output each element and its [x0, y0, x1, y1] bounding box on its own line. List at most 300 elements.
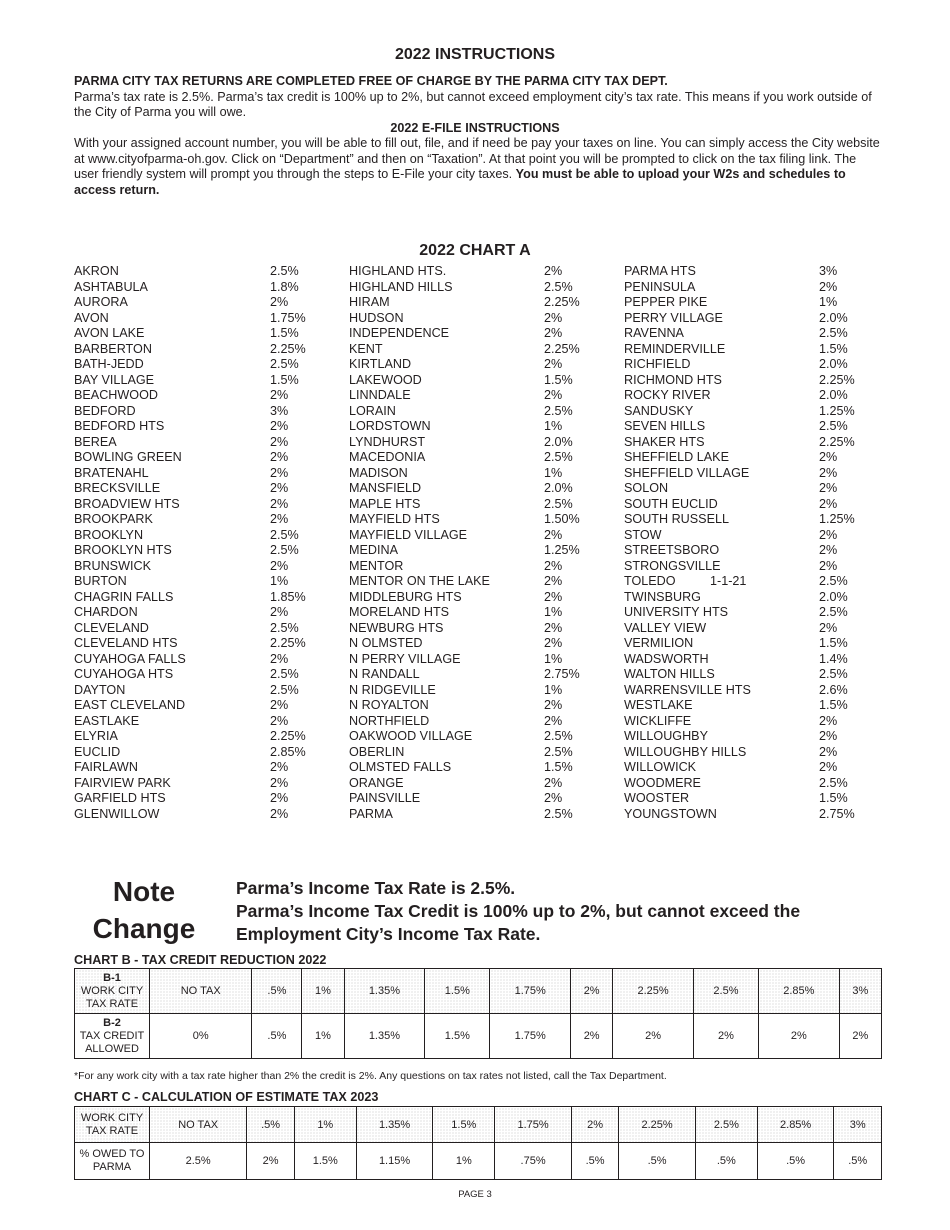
table-cell: 1.5%: [425, 1014, 490, 1059]
city-name: SOLON: [624, 481, 669, 495]
city-name: TOLEDO: [624, 574, 676, 588]
note-text: [236, 877, 886, 946]
city-tax-rate: 1%: [544, 682, 563, 697]
city-rate-row: [624, 652, 884, 668]
city-name: YOUNGSTOWN: [624, 806, 717, 821]
city-name: MENTOR: [349, 558, 404, 573]
efile-title: 2022 E-FILE INSTRUCTIONS: [390, 121, 560, 135]
city-tax-rate: 2%: [270, 481, 289, 495]
city-tax-rate: 1.85%: [270, 589, 306, 604]
city-rate-row: [349, 373, 609, 389]
table-cell: 1.5%: [433, 1107, 495, 1143]
city-name: N RIDGEVILLE: [349, 682, 436, 697]
b1-code: B-1: [103, 971, 121, 984]
city-tax-rate: 2.75%: [544, 667, 580, 681]
city-tax-rate: 1.50%: [544, 512, 580, 526]
city-name: WALTON HILLS: [624, 667, 715, 681]
city-name: VERMILION: [624, 636, 694, 650]
city-rate-row: [74, 528, 334, 544]
city-tax-rate: 1%: [544, 651, 563, 666]
table-cell: 1.15%: [356, 1143, 433, 1180]
chart-c-row-work-city: [75, 1107, 882, 1143]
city-tax-rate: 2.25%: [819, 372, 855, 387]
city-name: N PERRY VILLAGE: [349, 651, 461, 666]
city-rate-row: [74, 745, 334, 761]
city-tax-rate: 2%: [270, 558, 289, 573]
page-title: 2022 INSTRUCTIONS: [394, 46, 556, 63]
table-cell: 2%: [571, 969, 613, 1014]
note-line-1: Parma’s Income Tax Rate is 2.5%.: [236, 878, 516, 898]
city-rate-row: [624, 481, 884, 497]
city-rate-row: [349, 311, 609, 327]
city-name: BEDFORD HTS: [74, 419, 165, 433]
table-cell: NO TAX: [150, 969, 252, 1014]
city-tax-rate: 2%: [544, 636, 563, 650]
city-name: BATH-JEDD: [74, 357, 144, 371]
city-rate-row: [74, 621, 334, 637]
table-cell: 3%: [839, 969, 881, 1014]
city-tax-rate: 2%: [270, 713, 289, 728]
chart-a-column-1: [74, 264, 334, 822]
city-tax-rate: 1.5%: [544, 760, 573, 774]
city-name: ASHTABULA: [74, 279, 148, 294]
city-name: BRUNSWICK: [74, 558, 151, 573]
city-tax-rate: 2%: [270, 419, 289, 433]
city-effective-date: 1-1-21: [710, 574, 747, 588]
efile-paragraph: [74, 136, 884, 198]
chart-b-row-work-city: [75, 969, 882, 1014]
city-name: STOW: [624, 527, 662, 542]
city-tax-rate: 1.5%: [270, 326, 299, 340]
chart-a-column-3: [624, 264, 884, 822]
city-name: N RANDALL: [349, 667, 420, 681]
city-tax-rate: 2.0%: [544, 481, 573, 495]
city-name: LINNDALE: [349, 388, 411, 402]
city-rate-row: [624, 295, 884, 311]
city-tax-rate: 2.5%: [819, 574, 848, 588]
city-tax-rate: 1.25%: [819, 403, 855, 418]
city-tax-rate: 2.5%: [544, 279, 573, 294]
city-name: BROOKLYN HTS: [74, 543, 172, 557]
city-tax-rate: 2.5%: [819, 605, 848, 619]
city-name: SOUTH RUSSELL: [624, 512, 729, 526]
city-tax-rate: 2%: [270, 450, 289, 464]
city-name: HIGHLAND HTS.: [349, 264, 447, 278]
city-rate-row: [74, 760, 334, 776]
city-rate-row: [74, 481, 334, 497]
city-rate-row: [349, 636, 609, 652]
intro-paragraph: [74, 74, 884, 121]
city-name: VALLEY VIEW: [624, 620, 707, 635]
city-rate-row: [74, 295, 334, 311]
city-name: REMINDERVILLE: [624, 341, 726, 356]
city-name: AURORA: [74, 295, 128, 309]
city-name: KIRTLAND: [349, 357, 412, 371]
table-cell: 1.35%: [344, 1014, 425, 1059]
city-tax-rate: 2%: [544, 698, 563, 712]
city-rate-row: [74, 264, 334, 280]
city-tax-rate: 1%: [544, 605, 563, 619]
city-rate-row: [624, 776, 884, 792]
city-tax-rate: 2.5%: [819, 667, 848, 681]
city-tax-rate: 2.0%: [819, 310, 848, 325]
city-rate-row: [624, 574, 884, 590]
table-cell: 3%: [834, 1107, 882, 1143]
city-name: WOODMERE: [624, 775, 701, 790]
city-name: MAPLE HTS: [349, 496, 421, 511]
table-cell: 2.25%: [613, 969, 694, 1014]
footnote: *For any work city with a tax rate higher than 2% the credit is 2%. Any questions on tax rates not listed, call the Tax Department.: [74, 1070, 667, 1082]
chart-b-table: [74, 968, 882, 1059]
city-name: CUYAHOGA FALLS: [74, 651, 186, 666]
city-tax-rate: 1.5%: [819, 341, 848, 356]
city-rate-row: [624, 667, 884, 683]
city-tax-rate: 2.5%: [544, 806, 573, 821]
city-name: BURTON: [74, 574, 127, 588]
city-rate-row: [74, 559, 334, 575]
city-name: RICHFIELD: [624, 357, 691, 371]
city-tax-rate: 2.25%: [270, 636, 306, 650]
table-cell: 2.5%: [695, 1107, 757, 1143]
city-tax-rate: 2%: [544, 326, 563, 340]
city-name: CLEVELAND: [74, 620, 149, 635]
city-tax-rate: 2%: [544, 310, 563, 325]
city-name: BROADVIEW HTS: [74, 496, 180, 511]
city-tax-rate: 1.8%: [270, 279, 299, 294]
city-rate-row: [349, 342, 609, 358]
b2-code: B-2: [103, 1016, 121, 1029]
table-cell: .5%: [834, 1143, 882, 1180]
city-name: STRONGSVILLE: [624, 558, 721, 573]
city-tax-rate: 2.5%: [270, 357, 299, 371]
note-line-2: Parma’s Income Tax Credit is 100% up to 2%, but cannot exceed the Employment City’s Income Tax Rate.: [236, 901, 801, 944]
city-rate-row: [349, 326, 609, 342]
city-tax-rate: 2%: [544, 589, 563, 604]
city-rate-row: [624, 683, 884, 699]
city-name: UNIVERSITY HTS: [624, 605, 729, 619]
intro-text: Parma’s tax rate is 2.5%. Parma’s tax credit is 100% up to 2%, but cannot exceed employment city’s tax rate. This means if you work outside of the City of Parma you will owe.: [74, 89, 872, 119]
chart-b-row2-header: [75, 1014, 150, 1059]
city-name: KENT: [349, 341, 383, 356]
city-tax-rate: 2%: [270, 512, 289, 526]
city-name: AKRON: [74, 264, 119, 278]
city-rate-row: [74, 574, 334, 590]
city-rate-row: [624, 528, 884, 544]
city-name: BOWLING GREEN: [74, 450, 182, 464]
city-rate-row: [74, 652, 334, 668]
city-rate-row: [624, 357, 884, 373]
city-rate-row: [349, 667, 609, 683]
city-tax-rate: 2%: [819, 543, 838, 557]
city-rate-row: [349, 528, 609, 544]
city-name: BEREA: [74, 434, 117, 449]
intro-bold-text: PARMA CITY TAX RETURNS ARE COMPLETED FREE OF CHARGE BY THE PARMA CITY TAX DEPT.: [74, 74, 668, 88]
city-name: WESTLAKE: [624, 698, 693, 712]
chart-c-title: CHART C - CALCULATION OF ESTIMATE TAX 2023: [74, 1090, 379, 1104]
table-cell: .5%: [571, 1143, 618, 1180]
city-tax-rate: 1%: [544, 419, 563, 433]
city-name: BRATENAHL: [74, 465, 149, 480]
city-name: MAYFIELD HTS: [349, 512, 440, 526]
chart-b-row1-header: [75, 969, 150, 1014]
table-cell: .5%: [695, 1143, 757, 1180]
city-name: PARMA: [349, 806, 393, 821]
city-rate-row: [349, 295, 609, 311]
table-cell: 2%: [759, 1014, 840, 1059]
city-tax-rate: 1.5%: [819, 791, 848, 805]
city-rate-row: [74, 807, 334, 823]
city-tax-rate: 2.5%: [270, 667, 299, 681]
city-tax-rate: 2.5%: [270, 620, 299, 635]
city-name: AVON: [74, 310, 109, 325]
city-rate-row: [74, 543, 334, 559]
city-rate-row: [74, 791, 334, 807]
b1-label: WORK CITY TAX RATE: [80, 984, 144, 1010]
city-name: HIRAM: [349, 295, 390, 309]
city-rate-row: [624, 435, 884, 451]
city-rate-row: [74, 729, 334, 745]
city-tax-rate: 2.25%: [544, 295, 580, 309]
city-tax-rate: 2%: [819, 496, 838, 511]
city-rate-row: [349, 574, 609, 590]
city-rate-row: [74, 373, 334, 389]
city-tax-rate: 2%: [819, 481, 838, 495]
city-rate-row: [349, 807, 609, 823]
city-name: EASTLAKE: [74, 713, 140, 728]
chart-c-row2-header: % OWED TO PARMA: [75, 1143, 150, 1180]
city-tax-rate: 2.0%: [544, 434, 573, 449]
city-rate-row: [74, 605, 334, 621]
city-tax-rate: 1.5%: [819, 698, 848, 712]
city-name: BEACHWOOD: [74, 388, 158, 402]
city-tax-rate: 2%: [544, 357, 563, 371]
city-name: BROOKPARK: [74, 512, 153, 526]
efile-bold-text: You must be able to upload your W2s and schedules to access return.: [74, 167, 846, 197]
city-rate-row: [349, 760, 609, 776]
table-cell: 2%: [571, 1107, 618, 1143]
city-name: MORELAND HTS: [349, 605, 450, 619]
city-name: NORTHFIELD: [349, 713, 430, 728]
chart-c-table: [74, 1106, 882, 1180]
city-rate-row: [624, 264, 884, 280]
city-name: INDEPENDENCE: [349, 326, 450, 340]
city-name: BEDFORD: [74, 403, 136, 418]
note-word: Note: [112, 876, 176, 907]
city-rate-row: [624, 512, 884, 528]
city-name: WARRENSVILLE HTS: [624, 682, 751, 697]
city-tax-rate: 2%: [544, 713, 563, 728]
city-name: BAY VILLAGE: [74, 372, 155, 387]
b2-label: TAX CREDIT ALLOWED: [79, 1029, 145, 1055]
city-rate-row: [74, 326, 334, 342]
city-tax-rate: 2.6%: [819, 682, 848, 697]
table-cell: 2%: [613, 1014, 694, 1059]
city-name: BROOKLYN: [74, 527, 144, 542]
city-name: OAKWOOD VILLAGE: [349, 729, 473, 743]
city-name: FAIRVIEW PARK: [74, 775, 171, 790]
city-rate-row: [74, 512, 334, 528]
city-rate-row: [349, 280, 609, 296]
city-tax-rate: 2%: [270, 605, 289, 619]
city-tax-rate: 2%: [819, 744, 838, 759]
chart-b-row-credit-allowed: [75, 1014, 882, 1059]
city-name: PAINSVILLE: [349, 791, 421, 805]
city-rate-row: [74, 714, 334, 730]
city-rate-row: [349, 621, 609, 637]
city-tax-rate: 2%: [819, 527, 838, 542]
page-number: PAGE 3: [458, 1189, 492, 1200]
city-name: BARBERTON: [74, 341, 152, 356]
city-tax-rate: 2%: [270, 496, 289, 511]
city-name: WILLOUGHBY: [624, 729, 708, 743]
city-rate-row: [624, 342, 884, 358]
city-rate-row: [349, 590, 609, 606]
table-cell: 1.75%: [490, 969, 571, 1014]
table-cell: .5%: [619, 1143, 696, 1180]
city-rate-row: [624, 559, 884, 575]
city-rate-row: [349, 512, 609, 528]
city-tax-rate: 3%: [819, 264, 838, 278]
city-rate-row: [624, 543, 884, 559]
city-name: GARFIELD HTS: [74, 791, 166, 805]
city-name: CUYAHOGA HTS: [74, 667, 174, 681]
city-tax-rate: 2%: [819, 760, 838, 774]
table-cell: 2.85%: [757, 1107, 834, 1143]
city-tax-rate: 2.5%: [544, 496, 573, 511]
city-tax-rate: 2.75%: [819, 806, 855, 821]
city-name: MANSFIELD: [349, 481, 422, 495]
change-word: Change: [92, 913, 196, 944]
city-tax-rate: 1.5%: [819, 636, 848, 650]
city-rate-row: [624, 388, 884, 404]
table-cell: 1%: [302, 969, 344, 1014]
city-rate-row: [349, 404, 609, 420]
city-tax-rate: 2.25%: [544, 341, 580, 356]
city-name: LORDSTOWN: [349, 419, 431, 433]
city-tax-rate: 2.25%: [270, 729, 306, 743]
city-name: SHEFFIELD VILLAGE: [624, 465, 750, 480]
city-name: CLEVELAND HTS: [74, 636, 178, 650]
city-name: WADSWORTH: [624, 651, 709, 666]
city-rate-row: [349, 419, 609, 435]
table-cell: .5%: [247, 1107, 294, 1143]
city-tax-rate: 2.0%: [819, 388, 848, 402]
city-tax-rate: 1.5%: [544, 372, 573, 387]
chart-b-title: CHART B - TAX CREDIT REDUCTION 2022: [74, 953, 327, 967]
city-tax-rate: 2%: [819, 620, 838, 635]
city-name: SEVEN HILLS: [624, 419, 706, 433]
city-name: N OLMSTED: [349, 636, 423, 650]
city-name: PARMA HTS: [624, 264, 696, 278]
city-rate-row: [349, 776, 609, 792]
city-rate-row: [349, 698, 609, 714]
city-tax-rate: 2.5%: [819, 775, 848, 790]
city-tax-rate: 2%: [270, 434, 289, 449]
table-cell: 2%: [571, 1014, 613, 1059]
city-rate-row: [624, 760, 884, 776]
city-tax-rate: 2%: [544, 620, 563, 635]
table-cell: 0%: [150, 1014, 252, 1059]
city-rate-row: [624, 404, 884, 420]
city-tax-rate: 2.5%: [544, 403, 573, 418]
city-tax-rate: 3%: [270, 403, 289, 418]
city-rate-row: [349, 357, 609, 373]
city-rate-row: [624, 280, 884, 296]
city-rate-row: [624, 621, 884, 637]
city-tax-rate: 1%: [819, 295, 838, 309]
city-name: SANDUSKY: [624, 403, 694, 418]
city-name: EUCLID: [74, 744, 121, 759]
city-name: ROCKY RIVER: [624, 388, 711, 402]
city-rate-row: [349, 388, 609, 404]
city-name: RICHMOND HTS: [624, 372, 722, 387]
city-tax-rate: 2%: [270, 465, 289, 480]
table-cell: 2%: [247, 1143, 294, 1180]
city-rate-row: [74, 776, 334, 792]
city-rate-row: [624, 729, 884, 745]
city-rate-row: [349, 450, 609, 466]
city-tax-rate: 2%: [270, 698, 289, 712]
chart-a-column-2: [349, 264, 609, 822]
city-name: HIGHLAND HILLS: [349, 279, 453, 294]
city-name: RAVENNA: [624, 326, 684, 340]
city-tax-rate: 2.5%: [819, 419, 848, 433]
city-name: MENTOR ON THE LAKE: [349, 574, 490, 588]
city-rate-row: [74, 497, 334, 513]
city-tax-rate: 2.5%: [270, 527, 299, 542]
city-name: ELYRIA: [74, 729, 118, 743]
city-rate-row: [74, 667, 334, 683]
city-tax-rate: 2%: [819, 729, 838, 743]
city-rate-row: [349, 791, 609, 807]
city-name: TWINSBURG: [624, 589, 701, 604]
city-tax-rate: 1%: [270, 574, 289, 588]
city-name: PENINSULA: [624, 279, 696, 294]
city-tax-rate: 2%: [270, 791, 289, 805]
city-tax-rate: 2.5%: [270, 264, 299, 278]
city-rate-row: [74, 388, 334, 404]
city-tax-rate: 1.5%: [270, 372, 299, 387]
table-cell: 1.35%: [344, 969, 425, 1014]
city-rate-row: [624, 605, 884, 621]
table-cell: 2.85%: [759, 969, 840, 1014]
table-cell: .5%: [252, 1014, 302, 1059]
city-tax-rate: 2%: [819, 558, 838, 573]
city-tax-rate: 2%: [544, 558, 563, 573]
city-rate-row: [74, 466, 334, 482]
city-rate-row: [74, 357, 334, 373]
city-rate-row: [349, 745, 609, 761]
table-cell: 1.5%: [294, 1143, 356, 1180]
city-rate-row: [74, 280, 334, 296]
city-tax-rate: 1.25%: [544, 543, 580, 557]
city-rate-row: [74, 683, 334, 699]
city-name: CHARDON: [74, 605, 138, 619]
city-name: GLENWILLOW: [74, 806, 160, 821]
chart-c-row1-header: WORK CITY TAX RATE: [75, 1107, 150, 1143]
table-cell: 1.35%: [356, 1107, 433, 1143]
city-tax-rate: 2%: [544, 791, 563, 805]
city-tax-rate: 1%: [544, 465, 563, 480]
city-name: MEDINA: [349, 543, 398, 557]
city-rate-row: [349, 543, 609, 559]
city-rate-row: [349, 264, 609, 280]
city-tax-rate: 2.5%: [544, 744, 573, 759]
city-name: OLMSTED FALLS: [349, 760, 452, 774]
city-tax-rate: 2.0%: [819, 589, 848, 604]
city-rate-row: [624, 311, 884, 327]
city-rate-row: [624, 450, 884, 466]
